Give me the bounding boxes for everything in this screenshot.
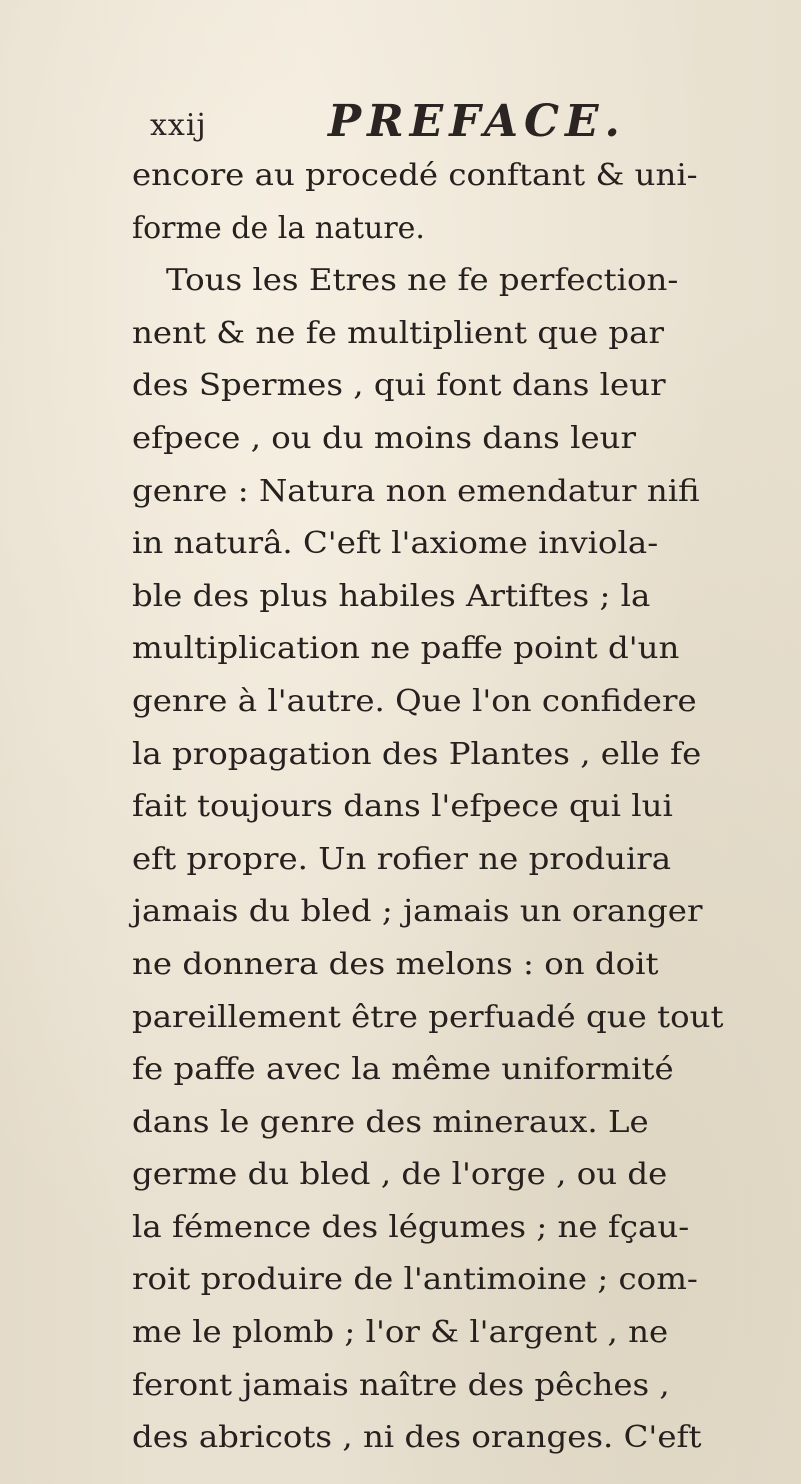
text-line: me le plomb ; l'or & l'argent , ne <box>132 1315 669 1351</box>
text-line: nent & ne fe multiplient que par <box>132 315 664 351</box>
page-number: xxij <box>150 108 207 143</box>
text-line: genre à l'autre. Que l'on confidere <box>132 683 697 719</box>
text-line: fait toujours dans l'efpece qui lui <box>132 789 673 825</box>
text-line: eft propre. Un rofier ne produira <box>132 841 672 877</box>
text-line: ne donnera des melons : on doit <box>132 946 659 982</box>
text-line: germe du bled , de l'orge , ou de <box>132 1157 668 1193</box>
text-line: des Spermes , qui font dans leur <box>132 368 666 404</box>
text-line: feront jamais naître des pêches , <box>132 1367 670 1403</box>
text-line: la fémence des légumes ; ne fçau- <box>132 1209 690 1245</box>
text-line: fe paffe avec la même uniformité <box>132 1052 674 1088</box>
text-line: efpece , ou du moins dans leur <box>132 420 637 456</box>
text-line: dans le genre des mineraux. Le <box>132 1104 649 1140</box>
text-line: in naturâ. C'eft l'axiome inviola- <box>132 526 659 562</box>
page-header <box>150 96 710 156</box>
body-text <box>132 150 772 1465</box>
text-line: roit produire de l'antimoine ; com- <box>132 1262 698 1298</box>
text-line: des abricots , ni des oranges. C'eft <box>132 1420 702 1456</box>
running-head: PREFACE. <box>328 96 626 147</box>
paragraph-start-line: Tous les Etres ne fe perfection- <box>166 263 679 299</box>
text-line: encore au procedé conftant & uni- <box>132 158 698 193</box>
text-line: la propagation des Plantes , elle fe <box>132 736 702 772</box>
text-line: ble des plus habiles Artiftes ; la <box>132 578 651 614</box>
text-line: multiplication ne paffe point d'un <box>132 631 680 667</box>
text-line: genre : Natura non emendatur nifi <box>132 473 700 509</box>
text-line: jamais du bled ; jamais un oranger <box>132 894 703 930</box>
text-line: pareillement être perfuadé que tout <box>132 999 724 1035</box>
text-line: forme de la nature. <box>132 210 425 246</box>
